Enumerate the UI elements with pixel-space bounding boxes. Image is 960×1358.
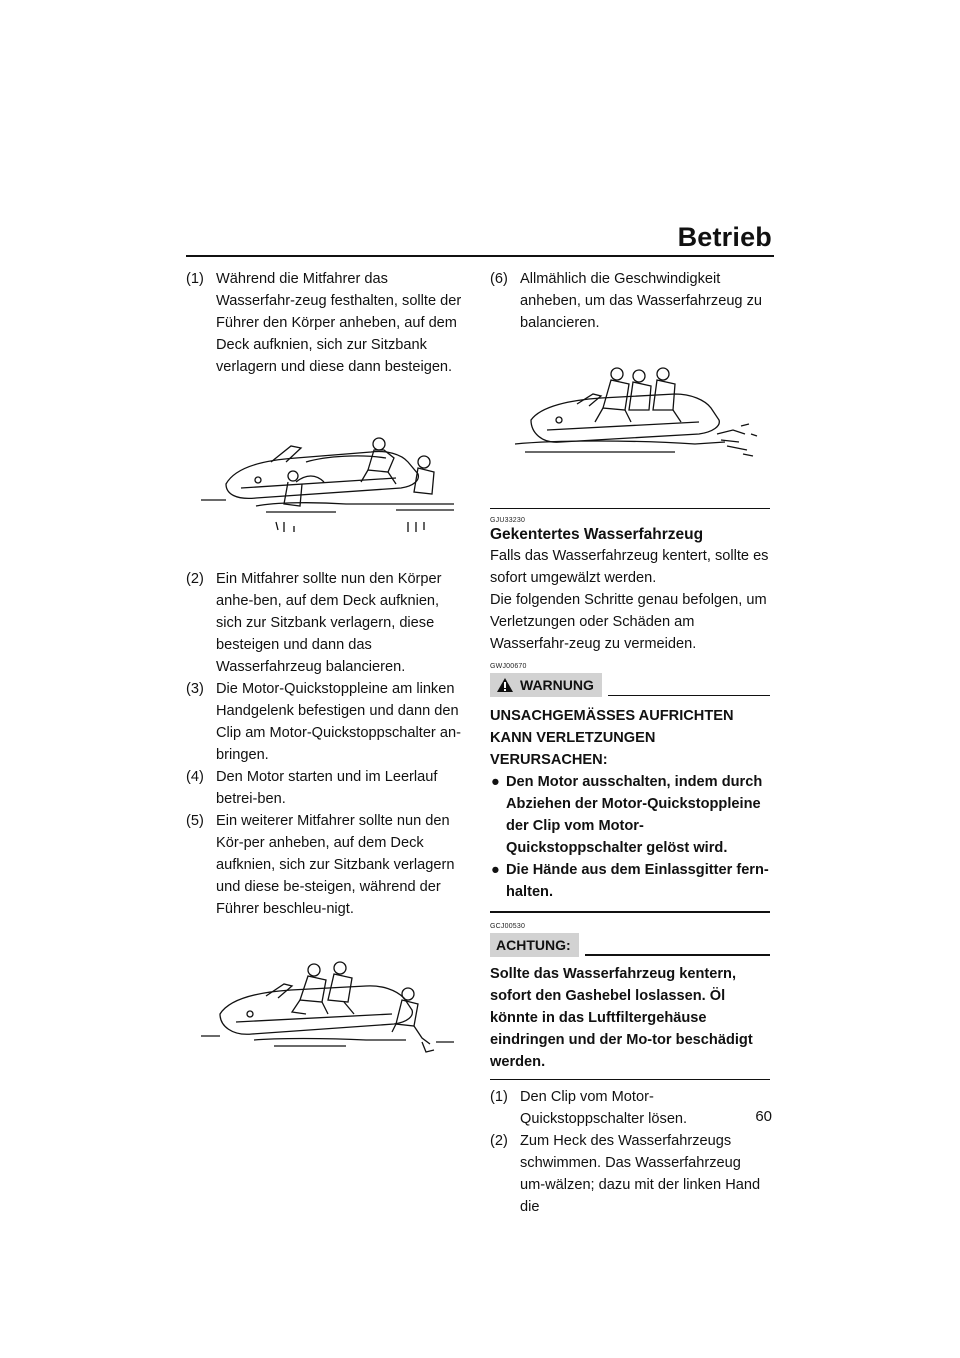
section-title: Gekentertes Wasserfahrzeug (490, 526, 704, 543)
bullet-dot: ● (491, 862, 500, 878)
step-text: Allmählich die Geschwindigkeit anheben, um das Wasserfahrzeug zu balancieren. (520, 271, 763, 331)
warning-label-text: WARNUNG (520, 677, 594, 693)
warning-code: GWJ00670 (490, 663, 527, 670)
step-number: (2) (490, 1133, 508, 1149)
caution-label-row (490, 933, 770, 957)
step-text: Die Motor-Quickstoppleine am linken Handgelenk befestigen und dann den Clip am Motor-Quickstoppschalter an-bringen. (216, 681, 461, 763)
warning-triangle-icon (496, 677, 514, 693)
caution-text: Sollte das Wasserfahrzeug kentern, sofort den Gashebel loslassen. Öl könnte in das Luftfiltergehäuse eindringen und der Mo-tor beschädigt werden. (490, 965, 753, 1070)
caution-rule (585, 954, 770, 956)
step-text: Während die Mitfahrer das Wasserfahr-zeug festhalten, sollte der Führer den Körper anheben, auf dem Deck aufknien, sich zur Sitzbank verlagern und diese dann besteigen. (216, 271, 462, 375)
caution-code: GCJ00530 (490, 922, 526, 930)
step-1 (186, 268, 466, 378)
left-column (186, 268, 466, 1076)
warning-label (490, 673, 602, 697)
step-number: (6) (490, 271, 508, 287)
warning-heading: UNSACHGEMÄSSES AUFRICHTEN KANN VERLETZUNGEN VERURSACHEN: (490, 708, 734, 768)
step-number: (4) (186, 769, 204, 785)
header-rule (186, 255, 774, 257)
step-text: Zum Heck des Wasserfahrzeugs schwimmen. Das Wasserfahrzeug um-wälzen; dazu mit der linken Hand die (520, 1133, 761, 1215)
step-text: Ein weiterer Mitfahrer sollte nun den Kör-per anheben, auf dem Deck aufknien, sich zur Sitzbank verlagern und diese be-steigen, während der Führer beschleu-nigt. (216, 813, 455, 917)
step-5 (186, 810, 466, 920)
step-number: (1) (186, 271, 204, 287)
right-column (490, 268, 770, 1218)
capsize-step-1 (490, 1086, 770, 1130)
section-paragraph-2: Die folgenden Schritte genau befolgen, um Verletzungen oder Schäden am Wasserfahr-zeug zu vermeiden. (490, 592, 767, 652)
step-3 (186, 678, 466, 766)
page-number: 60 (755, 1108, 772, 1125)
step-number: (1) (490, 1089, 508, 1105)
warning-label-row (490, 673, 770, 697)
warning-end-rule (490, 911, 770, 913)
step-6 (490, 268, 770, 334)
illustration-second-passenger (196, 956, 456, 1076)
page-title: Betrieb (677, 222, 772, 252)
warning-bullet-1 (490, 771, 770, 859)
warning-bullet-2 (490, 859, 770, 903)
caution-label: ACHTUNG: (490, 933, 579, 957)
bullet-dot: ● (491, 774, 500, 790)
warning-rule (608, 695, 770, 697)
capsize-step-2 (490, 1130, 770, 1218)
step-text: Den Clip vom Motor-Quickstoppschalter lösen. (520, 1089, 688, 1127)
step-4 (186, 766, 466, 810)
section-code: GJU33230 (490, 517, 526, 524)
step-text: Den Motor starten und im Leerlauf betrei-ben. (216, 769, 438, 807)
step-number: (2) (186, 571, 204, 587)
illustration-boarding-driver (196, 422, 456, 534)
step-number: (5) (186, 813, 204, 829)
step-number: (3) (186, 681, 204, 697)
section-rule (490, 508, 770, 509)
bullet-text: Die Hände aus dem Einlassgitter fern-halten. (506, 862, 769, 900)
step-2 (186, 568, 466, 678)
illustration-three-riders (495, 364, 765, 474)
section-paragraph-1: Falls das Wasserfahrzeug kentert, sollte es sofort umgewälzt werden. (490, 548, 769, 586)
step-text: Ein Mitfahrer sollte nun den Körper anhe-ben, auf dem Deck aufknien, sich zur Sitzbank verlagern, diese besteigen und dann das Wasserfahrzeug balancieren. (216, 571, 442, 675)
bullet-text: Den Motor ausschalten, indem durch Abziehen der Motor-Quickstoppleine der Clip vom Motor-Quickstoppschalter gelöst wird. (506, 774, 763, 856)
